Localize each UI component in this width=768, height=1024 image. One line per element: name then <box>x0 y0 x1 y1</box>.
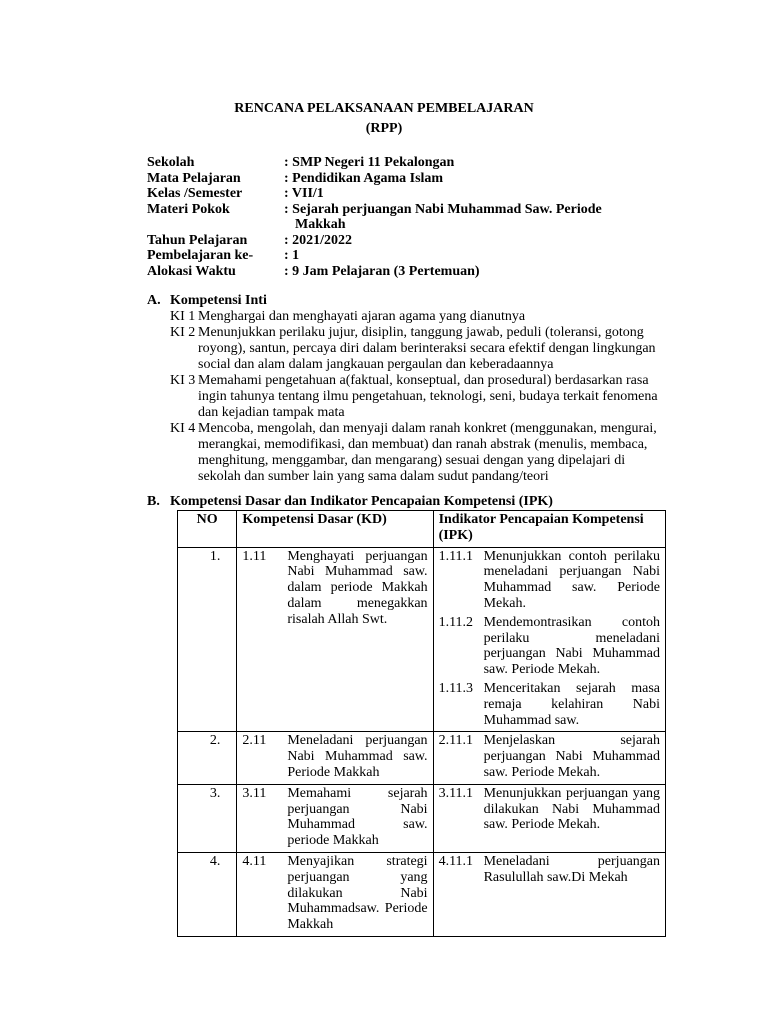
identity-value: : 2021/2022 <box>284 232 353 248</box>
ipk-item <box>439 786 660 833</box>
kd-text: Memahami sejarah perjuangan Nabi Muhammad saw. periode Makkah <box>287 785 428 849</box>
ipk-cell <box>433 852 665 936</box>
ki-item <box>170 309 667 325</box>
identity-value: : 1 <box>284 248 300 263</box>
ipk-code: 1.11.1 <box>438 548 474 564</box>
section-heading-kd <box>147 494 553 510</box>
row-number: 3. <box>178 784 237 852</box>
ipk-item <box>439 681 660 728</box>
kd-text: Meneladani perjuangan Nabi Muhammad saw. Periode Makkah <box>287 733 428 780</box>
ki-code: KI 3 <box>170 373 196 388</box>
ki-text: Mencoba, mengolah, dan menyaji dalam ranah konkret (menggunakan, mengurai, merangkai, memodifikasi, dan membuat) dan ranah abstrak (menulis, membaca, menghitung, menggambar, dan mengarang) sesuai dengan yang dipelajari di sekolah dan sumber lain yang sama dalam sudut pandang/teori <box>198 421 657 484</box>
ipk-item <box>439 615 660 678</box>
section-title: Kompetensi Dasar dan Indikator Pencapaian Kompetensi (IPK) <box>170 494 553 509</box>
ipk-code: 1.11.2 <box>438 614 474 630</box>
ipk-cell <box>433 547 665 732</box>
identity-value: : 9 Jam Pelajaran (3 Pertemuan) <box>284 263 480 279</box>
kd-cell <box>237 547 433 732</box>
ipk-code: 3.11.1 <box>438 785 474 801</box>
ipk-text: Menceritakan sejarah masa remaja kelahiran Nabi Muhammad saw. <box>483 680 660 728</box>
ki-text: Menghargai dan menghayati ajaran agama yang dianutnya <box>198 309 526 324</box>
identity-label: Alokasi Waktu <box>147 263 236 279</box>
identity-label: Pembelajaran ke- <box>147 248 254 263</box>
row-number: 4. <box>178 852 237 936</box>
kd-item <box>242 549 427 628</box>
ipk-code: 2.11.1 <box>438 733 474 749</box>
document-subtitle: (RPP) <box>365 121 403 136</box>
identity-value: : SMP Negeri 11 Pekalongan <box>284 155 455 170</box>
section-title: Kompetensi Inti <box>170 293 267 308</box>
kd-text: Menyajikan strategi perjuangan yang dilakukan Nabi Muhammadsaw. Periode Makkah <box>287 853 428 933</box>
identity-value-line: : Sejarah perjuangan Nabi Muhammad Saw. Periode <box>284 201 602 217</box>
identity-value: : Pendidikan Agama Islam <box>284 170 444 186</box>
kd-cell <box>237 732 433 784</box>
identity-value <box>284 202 614 233</box>
identity-row <box>147 248 614 264</box>
section-kompetensi-inti <box>147 293 667 485</box>
ki-item <box>170 373 667 421</box>
table-row <box>178 732 666 784</box>
kd-item <box>242 786 427 849</box>
kd-code: 1.11 <box>242 548 267 564</box>
header-no: NO <box>178 511 237 548</box>
ipk-text: Menjelaskan sejarah perjuangan Nabi Muhammad saw. Periode Mekah. <box>483 733 660 780</box>
kd-text: Menghayati perjuangan Nabi Muhammad saw. dalam periode Makkah dalam menegakkan risalah Allah Swt. <box>287 548 428 627</box>
kd-code: 4.11 <box>242 853 267 869</box>
kd-item <box>242 733 427 780</box>
ipk-text: Menunjukkan perjuangan yang dilakukan Nabi Muhammad saw. Periode Mekah. <box>483 785 660 833</box>
ipk-cell <box>433 732 665 784</box>
identity-label: Sekolah <box>147 155 195 170</box>
identity-block <box>147 155 614 279</box>
kd-cell <box>237 784 433 852</box>
row-number: 1. <box>178 547 237 732</box>
ipk-item <box>439 549 660 612</box>
table-header-row <box>178 511 666 548</box>
ki-text: Menunjukkan perilaku jujur, disiplin, tanggung jawab, peduli (toleransi, gotong royong), santun, percaya diri dalam berinteraksi secara efektif dengan lingkungan social dan alam dalam jangkauan pergaulan dan keberadaannya <box>198 325 656 372</box>
ipk-code: 1.11.3 <box>438 680 474 696</box>
kd-code: 3.11 <box>242 785 267 801</box>
ipk-item <box>439 733 660 780</box>
identity-label: Tahun Pelajaran <box>147 232 248 248</box>
header-kd: Kompetensi Dasar (KD) <box>237 511 433 548</box>
ipk-code: 4.11.1 <box>438 853 474 869</box>
document-title: RENCANA PELAKSANAAN PEMBELAJARAN <box>234 101 534 116</box>
row-number: 2. <box>178 732 237 784</box>
ki-item <box>170 421 667 485</box>
kd-code: 2.11 <box>242 733 267 749</box>
identity-row <box>147 264 614 280</box>
kd-item <box>242 854 427 933</box>
identity-row <box>147 155 614 171</box>
identity-value-continuation: Makkah <box>295 217 346 232</box>
identity-row <box>147 186 614 202</box>
kd-ipk-table <box>177 510 666 937</box>
table-row <box>178 547 666 732</box>
identity-row <box>147 202 614 233</box>
ipk-text: Mendemontrasikan contoh perilaku meneladani perjuangan Nabi Muhammad saw. Periode Mekah. <box>483 614 660 678</box>
identity-label: Kelas /Semester <box>147 186 243 201</box>
identity-value: : VII/1 <box>284 186 324 201</box>
ki-code: KI 2 <box>170 325 196 340</box>
table-row <box>178 852 666 936</box>
identity-row <box>147 171 614 187</box>
ipk-item <box>439 854 660 886</box>
ipk-text: Meneladani perjuangan Rasulullah saw.Di Mekah <box>483 853 660 885</box>
ki-text: Memahami pengetahuan a(faktual, konseptual, dan prosedural) berdasarkan rasa ingin tahunya tentang ilmu pengetahuan, teknologi, seni, budaya terkait fenomena dan kejadian tampak mata <box>198 373 658 420</box>
header-ipk: Indikator Pencapaian Kompetensi (IPK) <box>433 511 665 548</box>
ki-code: KI 1 <box>170 309 196 324</box>
ki-code: KI 4 <box>170 421 196 436</box>
section-letter: B. <box>147 494 160 509</box>
table-row <box>178 784 666 852</box>
ipk-text: Menunjukkan contoh perilaku meneladani perjuangan Nabi Muhammad saw. Periode Mekah. <box>483 548 660 611</box>
identity-label: Materi Pokok <box>147 201 230 217</box>
identity-label: Mata Pelajaran <box>147 170 241 186</box>
identity-row <box>147 233 614 249</box>
ki-item <box>170 325 667 373</box>
section-heading <box>147 293 667 309</box>
kd-cell <box>237 852 433 936</box>
ipk-cell <box>433 784 665 852</box>
section-letter: A. <box>147 293 161 308</box>
